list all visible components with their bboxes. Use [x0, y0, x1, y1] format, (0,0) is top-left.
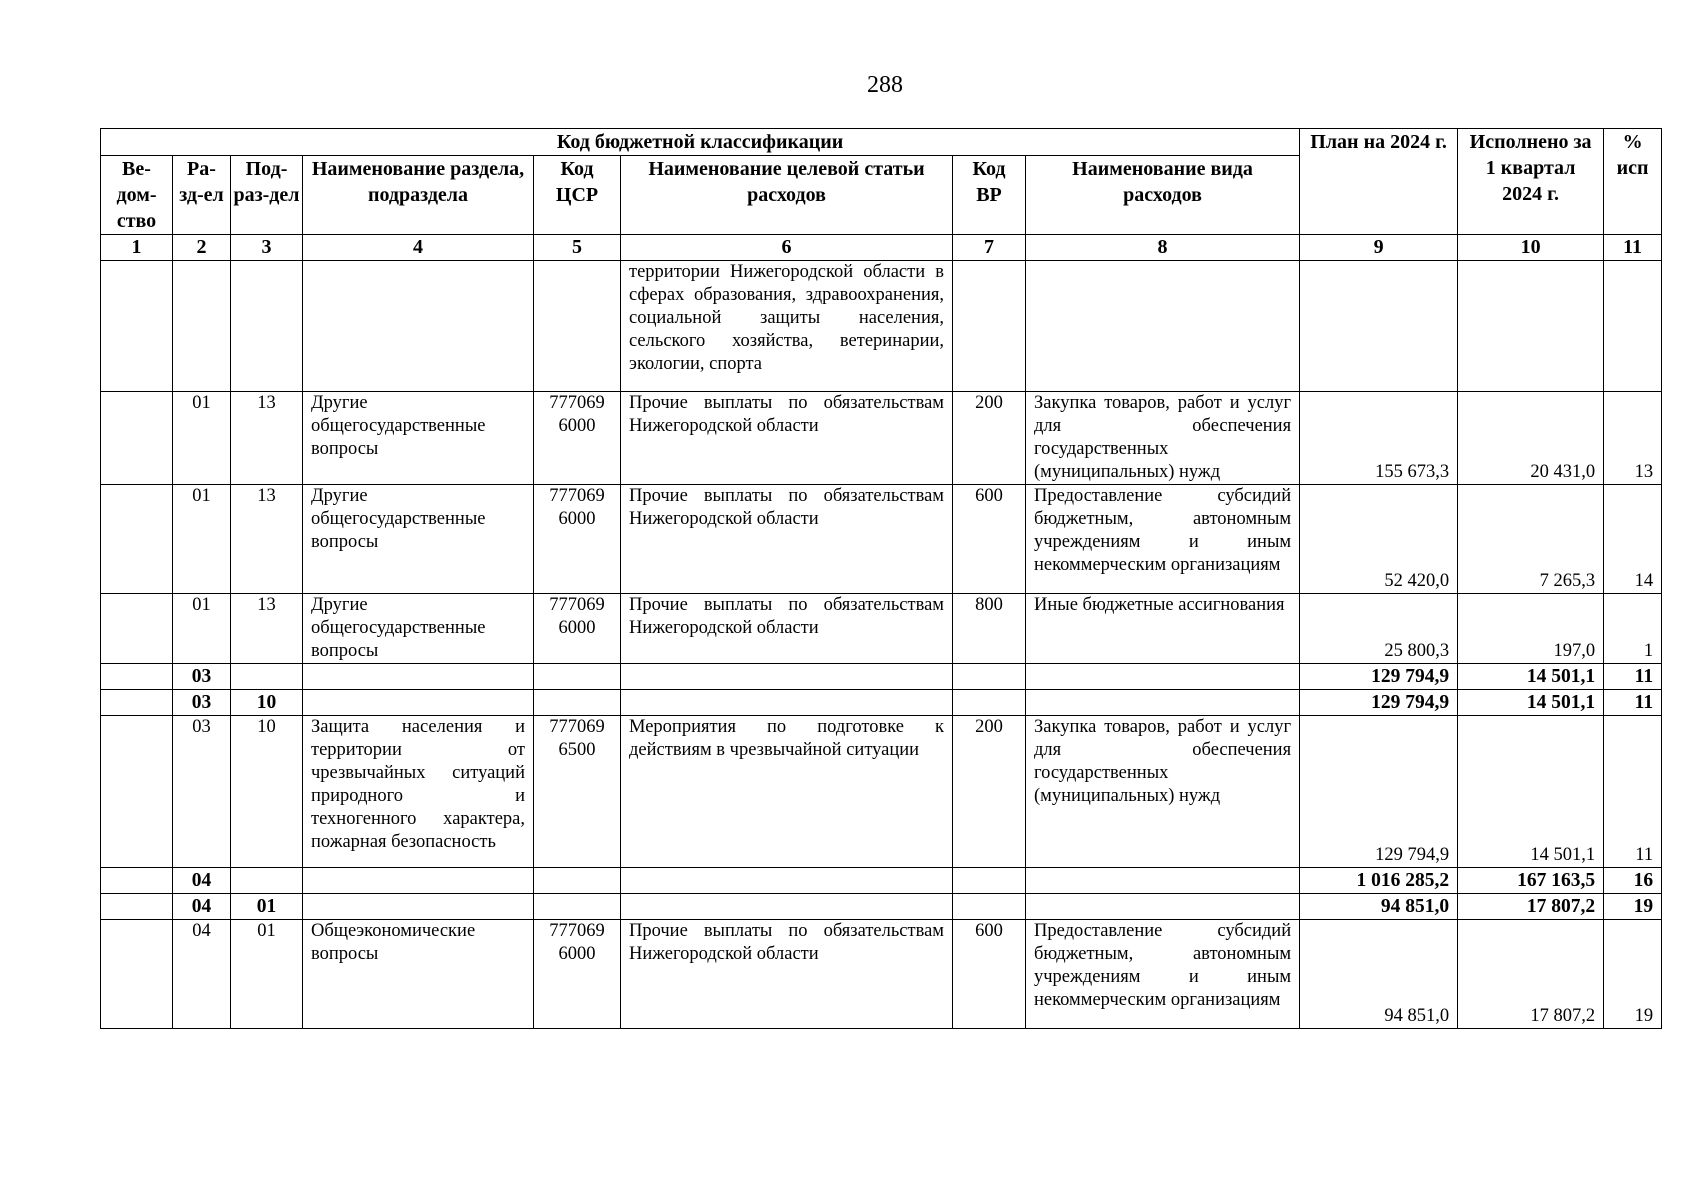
vid-cell — [1026, 261, 1300, 392]
razdel-cell: 01 — [173, 485, 231, 594]
plan-cell: 25 800,3 — [1300, 594, 1458, 664]
pct-cell: 13 — [1604, 392, 1662, 485]
podrazdel-cell: 01 — [231, 920, 303, 1029]
column-number: 8 — [1026, 235, 1300, 261]
plan-cell: 129 794,9 — [1300, 716, 1458, 868]
podrazdel-cell: 13 — [231, 485, 303, 594]
empty-cell — [303, 664, 534, 690]
column-number: 10 — [1458, 235, 1604, 261]
isp-cell: 197,0 — [1458, 594, 1604, 664]
isp-cell: 20 431,0 — [1458, 392, 1604, 485]
empty-cell — [303, 868, 534, 894]
ved-cell — [101, 485, 173, 594]
razdel-name-cell: Общеэкономические вопросы — [303, 920, 534, 1029]
column-numbers-row — [101, 235, 1662, 261]
table-row-total — [101, 690, 1662, 716]
table-row — [101, 261, 1662, 392]
plan-cell: 129 794,9 — [1300, 664, 1458, 690]
column-number: 4 — [303, 235, 534, 261]
empty-cell — [534, 690, 621, 716]
podrazdel-cell: 13 — [231, 594, 303, 664]
pct-cell: 14 — [1604, 485, 1662, 594]
isp-cell: 14 501,1 — [1458, 716, 1604, 868]
statya-cell: Мероприятия по подготовке к действиям в чрезвычайной ситуации — [621, 716, 953, 868]
pct-cell: 19 — [1604, 920, 1662, 1029]
razdel-cell: 04 — [173, 868, 231, 894]
vid-cell: Предоставление субсидий бюджетным, автономным учреждениям и иным некоммерческим организациям — [1026, 485, 1300, 594]
table-row-total — [101, 664, 1662, 690]
plan-cell: 1 016 285,2 — [1300, 868, 1458, 894]
csr-cell: 777069 6000 — [534, 594, 621, 664]
vid-cell: Закупка товаров, работ и услуг для обеспечения государственных (муниципальных) нужд — [1026, 392, 1300, 485]
empty-cell — [1026, 690, 1300, 716]
pct-cell — [1604, 261, 1662, 392]
razdel-name-cell: Другие общегосударственные вопросы — [303, 392, 534, 485]
header-col-6: Наименование целевой статьи расходов — [621, 156, 953, 235]
razdel-cell: 03 — [173, 690, 231, 716]
csr-cell — [534, 261, 621, 392]
statya-cell: Прочие выплаты по обязательствам Нижегородской области — [621, 392, 953, 485]
empty-cell — [621, 894, 953, 920]
header-col-8: Наименование вида расходов — [1026, 156, 1300, 235]
header-col-4: Наименование раздела, подраздела — [303, 156, 534, 235]
vr-cell: 800 — [953, 594, 1026, 664]
pct-cell: 16 — [1604, 868, 1662, 894]
podrazdel-cell — [231, 261, 303, 392]
empty-cell — [953, 690, 1026, 716]
statya-cell: Прочие выплаты по обязательствам Нижегородской области — [621, 594, 953, 664]
isp-cell: 7 265,3 — [1458, 485, 1604, 594]
razdel-cell: 01 — [173, 594, 231, 664]
empty-cell — [621, 690, 953, 716]
razdel-cell: 03 — [173, 716, 231, 868]
column-number: 3 — [231, 235, 303, 261]
plan-cell: 94 851,0 — [1300, 894, 1458, 920]
statya-cell: Прочие выплаты по обязательствам Нижегородской области — [621, 920, 953, 1029]
ved-cell — [101, 690, 173, 716]
empty-cell — [1026, 868, 1300, 894]
header-col-3: Под-раз-дел — [231, 156, 303, 235]
table-row — [101, 392, 1662, 485]
empty-cell — [534, 894, 621, 920]
table-row — [101, 716, 1662, 868]
podrazdel-cell: 13 — [231, 392, 303, 485]
vr-cell: 600 — [953, 920, 1026, 1029]
vr-cell: 600 — [953, 485, 1026, 594]
vid-cell: Предоставление субсидий бюджетным, автономным учреждениям и иным некоммерческим организациям — [1026, 920, 1300, 1029]
csr-cell: 777069 6000 — [534, 392, 621, 485]
razdel-name-cell — [303, 261, 534, 392]
razdel-name-cell: Другие общегосударственные вопросы — [303, 594, 534, 664]
vr-cell — [953, 261, 1026, 392]
empty-cell — [303, 894, 534, 920]
empty-cell — [953, 868, 1026, 894]
podrazdel-cell: 10 — [231, 690, 303, 716]
ved-cell — [101, 664, 173, 690]
vid-cell: Иные бюджетные ассигнования — [1026, 594, 1300, 664]
csr-cell: 777069 6000 — [534, 920, 621, 1029]
razdel-cell: 03 — [173, 664, 231, 690]
isp-cell: 14 501,1 — [1458, 690, 1604, 716]
ved-cell — [101, 392, 173, 485]
plan-cell — [1300, 261, 1458, 392]
vr-cell: 200 — [953, 392, 1026, 485]
ved-cell — [101, 261, 173, 392]
razdel-cell: 04 — [173, 920, 231, 1029]
pct-cell: 11 — [1604, 716, 1662, 868]
header-group-row — [101, 129, 1662, 156]
plan-cell: 129 794,9 — [1300, 690, 1458, 716]
table-row-total — [101, 868, 1662, 894]
razdel-cell: 04 — [173, 894, 231, 920]
plan-cell: 52 420,0 — [1300, 485, 1458, 594]
table-row — [101, 594, 1662, 664]
empty-cell — [534, 664, 621, 690]
header-col-5: Код ЦСР — [534, 156, 621, 235]
isp-cell — [1458, 261, 1604, 392]
empty-cell — [621, 664, 953, 690]
empty-cell — [1026, 894, 1300, 920]
header-col-11: % исп — [1604, 129, 1662, 235]
statya-cell: территории Нижегородской области в сферах образования, здравоохранения, социальной защиты населения, сельского хозяйства, ветеринарии, экологии, спорта — [621, 261, 953, 392]
razdel-cell — [173, 261, 231, 392]
podrazdel-cell: 10 — [231, 716, 303, 868]
column-number: 6 — [621, 235, 953, 261]
column-number: 5 — [534, 235, 621, 261]
ved-cell — [101, 716, 173, 868]
isp-cell: 167 163,5 — [1458, 868, 1604, 894]
podrazdel-cell: 01 — [231, 894, 303, 920]
budget-table — [100, 128, 1662, 1029]
header-col-9: План на 2024 г. — [1300, 129, 1458, 235]
pct-cell: 11 — [1604, 690, 1662, 716]
column-number: 1 — [101, 235, 173, 261]
plan-cell: 155 673,3 — [1300, 392, 1458, 485]
empty-cell — [953, 894, 1026, 920]
pct-cell: 1 — [1604, 594, 1662, 664]
razdel-name-cell: Защита населения и территории от чрезвычайных ситуаций природного и техногенного характера, пожарная безопасность — [303, 716, 534, 868]
razdel-cell: 01 — [173, 392, 231, 485]
isp-cell: 17 807,2 — [1458, 894, 1604, 920]
ved-cell — [101, 868, 173, 894]
empty-cell — [953, 664, 1026, 690]
header-col-2: Ра-зд-ел — [173, 156, 231, 235]
plan-cell: 94 851,0 — [1300, 920, 1458, 1029]
empty-cell — [534, 868, 621, 894]
ved-cell — [101, 920, 173, 1029]
isp-cell: 14 501,1 — [1458, 664, 1604, 690]
vr-cell: 200 — [953, 716, 1026, 868]
table-row — [101, 920, 1662, 1029]
empty-cell — [621, 868, 953, 894]
column-number: 7 — [953, 235, 1026, 261]
ved-cell — [101, 594, 173, 664]
column-number: 11 — [1604, 235, 1662, 261]
column-number: 2 — [173, 235, 231, 261]
table-row-total — [101, 894, 1662, 920]
csr-cell: 777069 6500 — [534, 716, 621, 868]
pct-cell: 11 — [1604, 664, 1662, 690]
podrazdel-cell — [231, 868, 303, 894]
statya-cell: Прочие выплаты по обязательствам Нижегородской области — [621, 485, 953, 594]
razdel-name-cell: Другие общегосударственные вопросы — [303, 485, 534, 594]
ved-cell — [101, 894, 173, 920]
page-number: 288 — [867, 72, 903, 98]
header-col-10: Исполнено за 1 квартал 2024 г. — [1458, 129, 1604, 235]
empty-cell — [303, 690, 534, 716]
empty-cell — [1026, 664, 1300, 690]
table-row — [101, 485, 1662, 594]
podrazdel-cell — [231, 664, 303, 690]
pct-cell: 19 — [1604, 894, 1662, 920]
csr-cell: 777069 6000 — [534, 485, 621, 594]
vid-cell: Закупка товаров, работ и услуг для обеспечения государственных (муниципальных) нужд — [1026, 716, 1300, 868]
column-number: 9 — [1300, 235, 1458, 261]
header-group-title: Код бюджетной классификации — [101, 129, 1300, 156]
header-col-1: Ве-дом-ство — [101, 156, 173, 235]
header-col-7: Код ВР — [953, 156, 1026, 235]
isp-cell: 17 807,2 — [1458, 920, 1604, 1029]
